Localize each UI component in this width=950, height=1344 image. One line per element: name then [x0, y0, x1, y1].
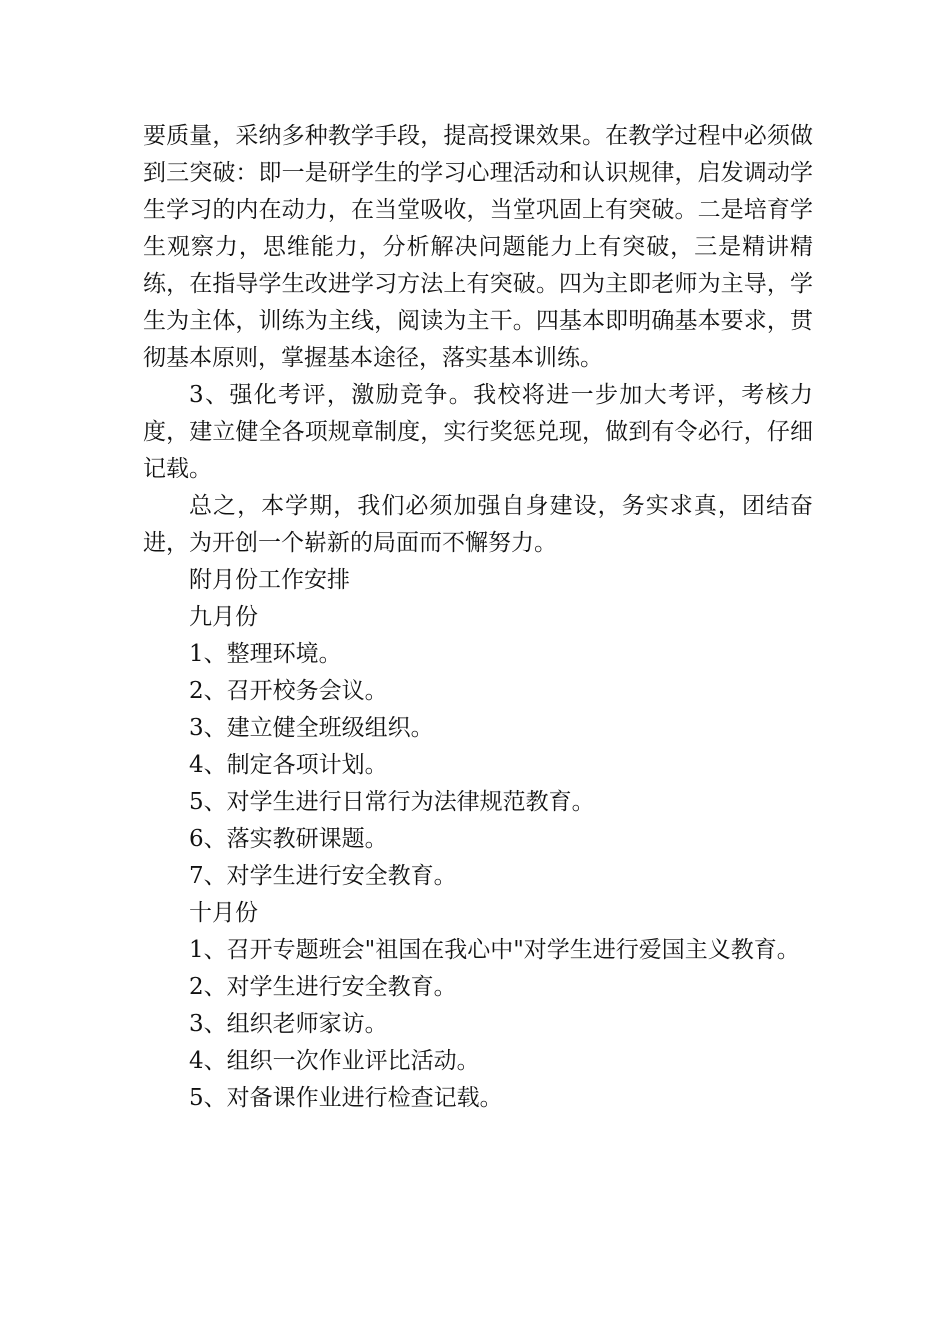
list-item: 4、制定各项计划。 — [189, 752, 388, 778]
list-item: 2、召开校务会议。 — [189, 678, 388, 704]
list-item: 2、对学生进行安全教育。 — [189, 974, 457, 1000]
list-item: 6、落实教研课题。 — [189, 826, 388, 852]
list-item: 7、对学生进行安全教育。 — [189, 863, 457, 889]
list-item: 4、组织一次作业评比活动。 — [189, 1048, 480, 1074]
paragraph-summary: 总之，本学期，我们必须加强自身建设，务实求真，团结奋进，为开创一个崭新的局面而不懈努力。 — [143, 493, 813, 556]
month-heading-september: 九月份 — [189, 604, 258, 630]
list-item: 1、整理环境。 — [189, 641, 342, 667]
list-item: 5、对备课作业进行检查记载。 — [189, 1085, 503, 1111]
paragraph-evaluation: 3、强化考评，激励竞争。我校将进一步加大考评，考核力度，建立健全各项规章制度，实行奖惩兑现，做到有令必行，仔细记载。 — [143, 382, 813, 482]
list-item: 1、召开专题班会"祖国在我心中"对学生进行爱国主义教育。 — [189, 937, 800, 963]
list-item: 3、建立健全班级组织。 — [189, 715, 434, 741]
month-heading-october: 十月份 — [189, 900, 258, 926]
list-item: 5、对学生进行日常行为法律规范教育。 — [189, 789, 595, 815]
document-body — [143, 118, 813, 1117]
schedule-heading: 附月份工作安排 — [189, 567, 350, 593]
paragraph-teaching-methods: 要质量，采纳多种教学手段，提高授课效果。在教学过程中必须做到三突破：即一是研学生的学习心理活动和认识规律，启发调动学生学习的内在动力，在当堂吸收，当堂巩固上有突破。二是培育学生观察力，思维能力，分析解决问题能力上有突破，三是精讲精练，在指导学生改进学习方法上有突破。四为主即老师为主导，学生为主体，训练为主线，阅读为主干。四基本即明确基本要求，贯彻基本原则，掌握基本途径，落实基本训练。 — [143, 123, 813, 371]
list-item: 3、组织老师家访。 — [189, 1011, 388, 1037]
